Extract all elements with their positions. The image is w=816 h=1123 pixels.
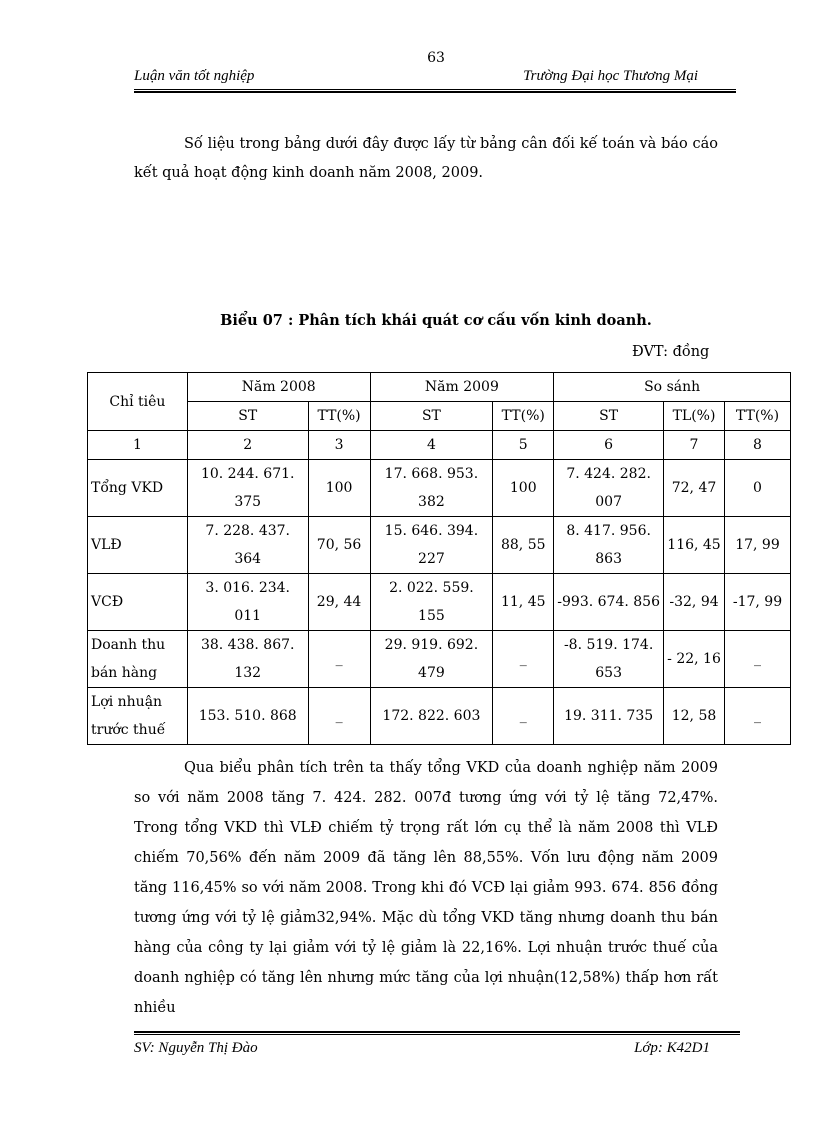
subheader-cell: TT(%) bbox=[493, 402, 554, 431]
table-header-row bbox=[88, 373, 791, 402]
table-cell: 17. 668. 953. 382 bbox=[370, 460, 493, 517]
table-cell: 29. 919. 692. 479 bbox=[370, 631, 493, 688]
table-subheader-row bbox=[88, 402, 791, 431]
table-cell: 72, 47 bbox=[664, 460, 725, 517]
column-number: 5 bbox=[493, 431, 554, 460]
table-cell: 12, 58 bbox=[664, 688, 725, 745]
table-cell: 17, 99 bbox=[724, 517, 790, 574]
table-cell: -8. 519. 174. 653 bbox=[554, 631, 664, 688]
page-footer bbox=[134, 1040, 736, 1060]
table-row bbox=[88, 460, 791, 517]
table-cell: 7. 424. 282. 007 bbox=[554, 460, 664, 517]
table-cell: 7. 228. 437. 364 bbox=[187, 517, 308, 574]
analysis-text: Qua biểu phân tích trên ta thấy tổng VKD của doanh nghiệp năm 2009 so với năm 2008 tăng 7. 424. 282. 007đ tương ứng với tỷ lệ tăng 72,47%. Trong tổng VKD thì VLĐ chiếm tỷ trọng rất lớn cụ thể là năm 2008 thì VLĐ chiếm 70,56% đến năm 2009 đã tăng lên 88,55%. Vốn lưu động năm 2009 tăng 116,45% so với năm 2008. Trong khi đó VCĐ lại giảm 993. 674. 856 đồng tương ứng với tỷ lệ giảm32,94%. Mặc dù tổng VKD tăng nhưng doanh thu bán hàng của công ty lại giảm với tỷ lệ giảm là 22,16%. Lợi nhuận trước thuế của doanh nghiệp có tăng lên nhưng mức tăng của lợi nhuận(12,58%) thấp hơn rất nhiều bbox=[134, 760, 718, 1016]
header-university: Trường Đại học Thương Mại bbox=[523, 68, 698, 84]
table-cell: 19. 311. 735 bbox=[554, 688, 664, 745]
table-cell: -32, 94 bbox=[664, 574, 725, 631]
table-cell: 0 bbox=[724, 460, 790, 517]
table-cell: 8. 417. 956. 863 bbox=[554, 517, 664, 574]
footer-rule bbox=[134, 1031, 740, 1035]
table-cell: _ bbox=[308, 688, 370, 745]
table-cell: 70, 56 bbox=[308, 517, 370, 574]
subheader-cell: TT(%) bbox=[724, 402, 790, 431]
subheader-cell: TT(%) bbox=[308, 402, 370, 431]
table-cell: 2. 022. 559. 155 bbox=[370, 574, 493, 631]
table-cell: 100 bbox=[493, 460, 554, 517]
table-cell: _ bbox=[493, 631, 554, 688]
table-cell: 10. 244. 671. 375 bbox=[187, 460, 308, 517]
footer-class: Lớp: K42D1 bbox=[634, 1040, 710, 1056]
analysis-paragraph bbox=[134, 753, 718, 1023]
table-cell: 100 bbox=[308, 460, 370, 517]
header-rule bbox=[134, 89, 736, 93]
table-caption: Biểu 07 : Phân tích khái quát cơ cấu vốn kinh doanh. bbox=[220, 312, 652, 329]
table-cell: -17, 99 bbox=[724, 574, 790, 631]
column-number-row bbox=[88, 431, 791, 460]
subheader-cell: TL(%) bbox=[664, 402, 725, 431]
table-cell: - 22, 16 bbox=[664, 631, 725, 688]
row-label: VCĐ bbox=[88, 574, 188, 631]
table-cell: _ bbox=[308, 631, 370, 688]
row-label: Tổng VKD bbox=[88, 460, 188, 517]
table-cell: 15. 646. 394. 227 bbox=[370, 517, 493, 574]
table-cell: 29, 44 bbox=[308, 574, 370, 631]
unit-label: ĐVT: đồng bbox=[632, 344, 710, 360]
page-header bbox=[134, 68, 736, 88]
column-number: 3 bbox=[308, 431, 370, 460]
subheader-cell: ST bbox=[554, 402, 664, 431]
table-cell: 3. 016. 234. 011 bbox=[187, 574, 308, 631]
header-compare: So sánh bbox=[554, 373, 791, 402]
table-cell: 88, 55 bbox=[493, 517, 554, 574]
table-cell: 116, 45 bbox=[664, 517, 725, 574]
row-label: Doanh thu bán hàng bbox=[88, 631, 188, 688]
table-cell: _ bbox=[493, 688, 554, 745]
column-number: 7 bbox=[664, 431, 725, 460]
table-cell: 172. 822. 603 bbox=[370, 688, 493, 745]
header-year-2009: Năm 2009 bbox=[370, 373, 554, 402]
row-label: Lợi nhuận trước thuế bbox=[88, 688, 188, 745]
row-label: VLĐ bbox=[88, 517, 188, 574]
subheader-cell: ST bbox=[370, 402, 493, 431]
table-cell: _ bbox=[724, 688, 790, 745]
table-row bbox=[88, 574, 791, 631]
capital-structure-table bbox=[87, 372, 791, 745]
table-row bbox=[88, 688, 791, 745]
column-number: 4 bbox=[370, 431, 493, 460]
header-indicator: Chỉ tiêu bbox=[88, 373, 188, 431]
header-year-2008: Năm 2008 bbox=[187, 373, 370, 402]
table-cell: 38. 438. 867. 132 bbox=[187, 631, 308, 688]
table-cell: 11, 45 bbox=[493, 574, 554, 631]
column-number: 6 bbox=[554, 431, 664, 460]
page-number: 63 bbox=[427, 50, 445, 66]
table-row bbox=[88, 631, 791, 688]
table-cell: -993. 674. 856 bbox=[554, 574, 664, 631]
header-thesis-label: Luận văn tốt nghiệp bbox=[134, 68, 255, 84]
column-number: 8 bbox=[724, 431, 790, 460]
footer-student: SV: Nguyễn Thị Đào bbox=[134, 1040, 258, 1056]
column-number: 2 bbox=[187, 431, 308, 460]
intro-paragraph bbox=[134, 130, 718, 188]
intro-text: Số liệu trong bảng dưới đây được lấy từ bảng cân đối kế toán và báo cáo kết quả hoạt động kinh doanh năm 2008, 2009. bbox=[134, 136, 718, 181]
subheader-cell: ST bbox=[187, 402, 308, 431]
table-row bbox=[88, 517, 791, 574]
table-cell: 153. 510. 868 bbox=[187, 688, 308, 745]
table-cell: _ bbox=[724, 631, 790, 688]
column-number: 1 bbox=[88, 431, 188, 460]
